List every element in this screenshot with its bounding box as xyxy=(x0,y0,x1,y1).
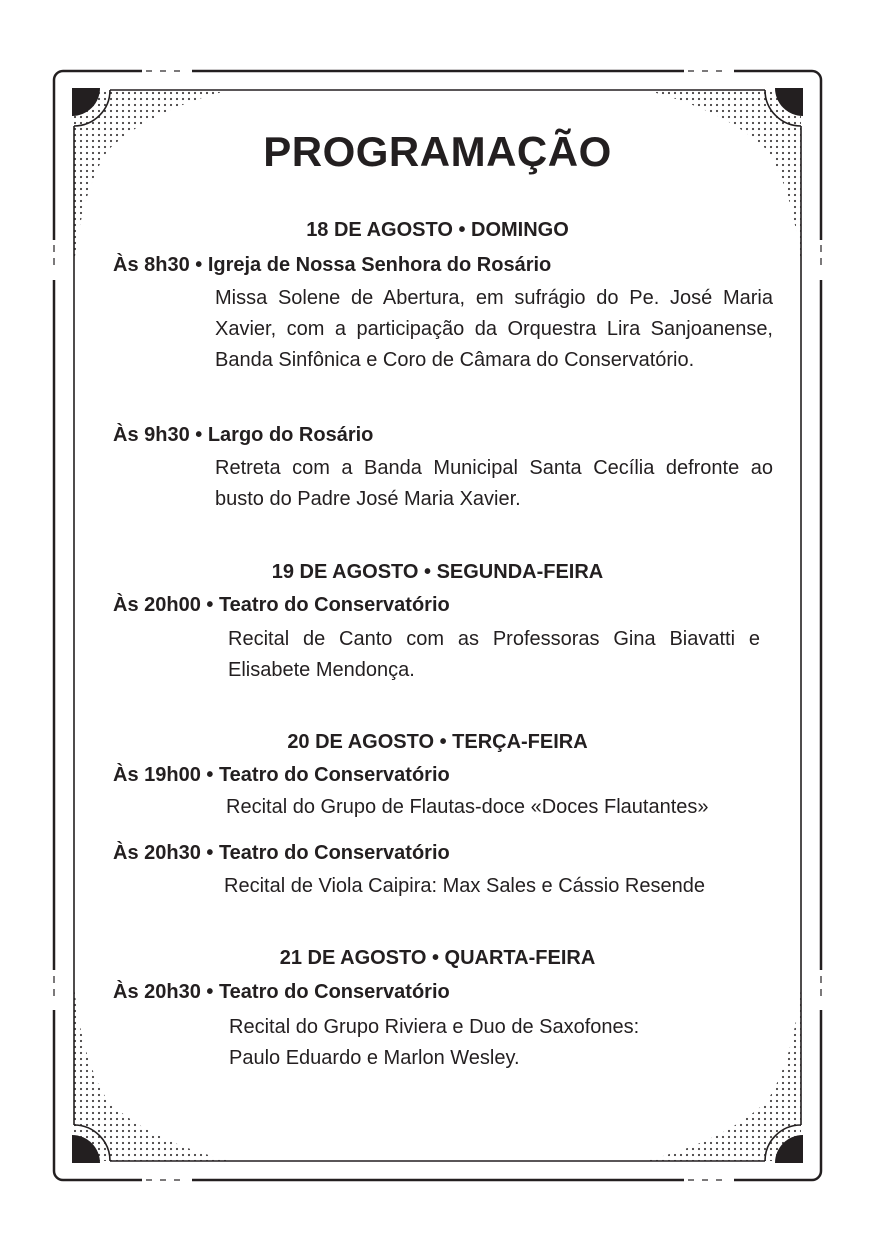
event-description xyxy=(229,1012,769,1074)
day-heading-20: 20 DE AGOSTO • TERÇA-FEIRA xyxy=(287,731,588,753)
event-time-place: Às 20h00 • Teatro do Conservatório xyxy=(113,594,450,616)
description-line: Paulo Eduardo e Marlon Wesley. xyxy=(229,1047,520,1069)
event-description: Retreta com a Banda Municipal Santa Cecília defronte ao busto do Padre José Maria Xavier. xyxy=(215,457,773,510)
event-description: Recital do Grupo de Flautas-doce «Doces Flautantes» xyxy=(226,796,709,818)
event-time-place: Às 19h00 • Teatro do Conservatório xyxy=(113,764,450,786)
event-time-place: Às 20h30 • Teatro do Conservatório xyxy=(113,981,450,1003)
description-line: Recital do Grupo Riviera e Duo de Saxofones: xyxy=(229,1016,640,1038)
event-time-place: Às 8h30 • Igreja de Nossa Senhora do Rosário xyxy=(113,254,552,276)
event-time-place: Às 9h30 • Largo do Rosário xyxy=(113,424,374,446)
page-title: PROGRAMAÇÃO xyxy=(263,128,612,175)
event-description: Recital de Viola Caipira: Max Sales e Cássio Resende xyxy=(224,875,705,897)
event-description: Recital de Canto com as Professoras Gina Biavatti e Elisabete Mendonça. xyxy=(228,628,760,681)
day-heading-18: 18 DE AGOSTO • DOMINGO xyxy=(306,219,569,241)
event-description: Missa Solene de Abertura, em sufrágio do Pe. José Maria Xavier, com a participação da Orquestra Lira Sanjoanense, Banda Sinfônica e Coro de Câmara do Conservatório. xyxy=(215,287,773,371)
event-time-place: Às 20h30 • Teatro do Conservatório xyxy=(113,842,450,864)
day-heading-19: 19 DE AGOSTO • SEGUNDA-FEIRA xyxy=(271,561,604,583)
day-heading-21: 21 DE AGOSTO • QUARTA-FEIRA xyxy=(279,947,596,969)
